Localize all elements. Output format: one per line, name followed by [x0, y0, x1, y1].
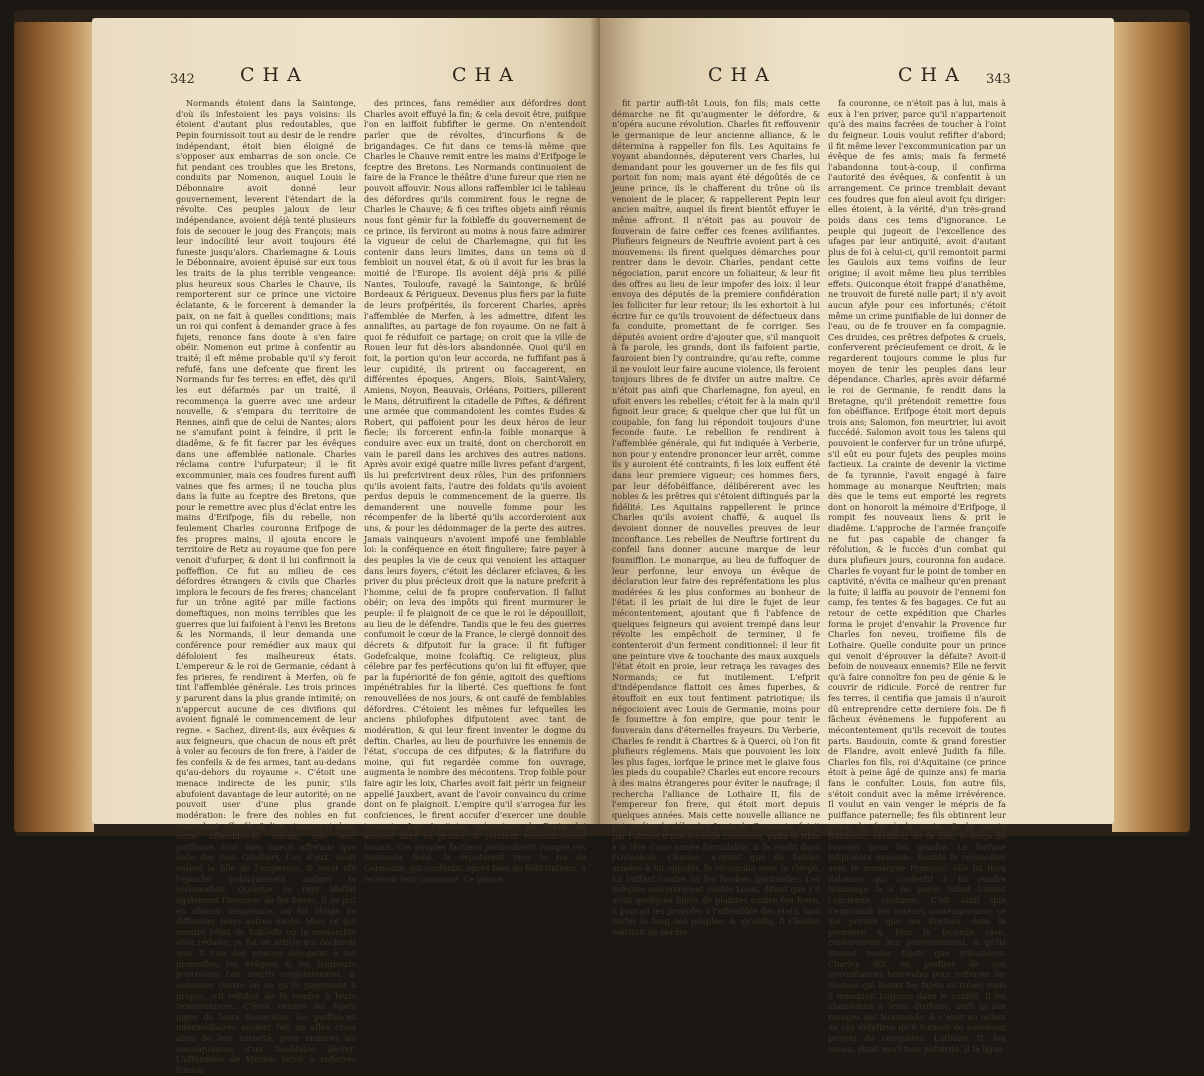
- text-column: [364, 98, 586, 884]
- right-page: [600, 18, 1114, 1054]
- running-head: CHA: [898, 64, 967, 86]
- book-edge-right: [1112, 22, 1190, 832]
- book-edge-left: [14, 22, 94, 832]
- running-head: CHA: [240, 64, 309, 86]
- right-page-header: [600, 62, 1114, 92]
- text-column: [612, 98, 820, 937]
- text-column: [828, 98, 1006, 1054]
- running-head: CHA: [708, 64, 777, 86]
- page-number: 343: [986, 72, 1011, 87]
- column-text: des princes, fans remédier aux défordres dont Charles avoit effuyé la fin; & cela devoit être, puifque l'on en laiffoit fubfifter le germe. On n'entendoit parler que de révoltes, d'incurfions & de brigandages. Ce fut dans ce tems-là même que Charles le Chauve remit entre les mains d'Erifpoge le fceptre des Bretons. Les Normands continuoient de faire de la France le théâtre d'une fureur que rien ne pouvoit affouvir. Nous allons raffembler ici le tableau des défordres qu'ils commirent fous le regne de Charles le Chauve; & fi ces triftes objets ainfi réunis nous font gémir fur la foibleffe du gouvernement de ce prince, ils ferviront au moins à nous faire admirer la vigueur de celui de Charlemagne, qui fut les contenir dans leurs limites, dans un tems où il fembloit un nouvel état, & où il avoit fur les bras la moitié de l'Europe. Ils avoient déjà pris & pillé Nantes, Touloufe, ravagé la Saintonge, & brûlé Bordeaux & Périgueux. Devenus plus fiers par la fuite de leurs profpérités, ils forcerent Charles, après l'affemblée de Merfen, à les admettre, difent les annaliftes, au partage de fon royaume. On ne fait à quoi fe réduifoit ce partage; on croit que la ville de Rouen leur fut dès-lors abandonnée. Quoi qu'il en foit, la portion qu'on leur accorda, ne fuffifant pas à leur cupidité, ils prirent ou faccagerent, en différentes époques, Angers, Blois, Saint-Valery, Amiens, Noyon, Beauvais, Orléans, Poitiers, pillerent le Mans, détruifirent la citadelle de Piftes, & défirent une armée que commandoient les comtes Eudes & Robert, qui paffoient pour les deux héros de leur fiecle; ils forcerent enfin-la foible monarque à conduire avec eux un traité, dont on cherchoroit en vain le pareil dans les archives des autres nations. Après avoir exigé quatre mille livres pefant d'argent, ils lui prefcrivirent deux rôles, l'un des prifonniers qu'ils avoient faits, l'autre des foldats qu'ils avoient perdus depuis le commencement de la guerre. Ils demanderent une nouvelle fomme pour les récompenfer de la liberté qu'ils accorderoient aux uns, & pour les dédommager de la perte des autres. Jamais vainqueurs n'avoient impofé une femblable loi: la conféquence en étoit finguliere; faire payer à des peuples la vie de ceux qui venoient les attaquer dans leurs foyers, c'étoit les déclarer efclaves, & les priver du plus précieux droit que la nature prefcrit à l'homme, celui de fa propre confervation. Il fallut obéir; on leva des impôts qui firent murmurer le peuple: il fe plaignoit de ce que le roi le dépouilloit, au lieu de le défendre. Tandis que le feu des guerres confumoit le cœur de la France, le clergé donnoit des décrets & difputoit fur la grace: il fit fuftiger Godefcalque, moine fcolaftiq. Ce religieux, plus célebre par fes perfécutions qu'on lui fit effuyer, que par la fupériorité de fon génie, agitoit des queftions impénétrables fur la liberté. Ces queftions fe font renouvellées de nos jours, & ont caufé de femblables défordres. C'étoient les mêmes fur lefquelles les anciens philofophes difputoient avec tant de modération, & qui leur firent inventer le dogme du deftin. Charles, au lieu de pourfuivre les ennemis de l'état, s'occupa de ces difputes; & la flatrifure du moine, qui fut regardée comme fon ouvrage, augmenta le nombre des mécontens. Trop foible pour faire agir les loix, Charles avoit fait périr un feigneur appellé Jauxbert, avant de l'avoir convaincu du crime dont on fe plaignoit. L'empire qu'il s'arrogea fur les confciences, le firent accufer d'exercer une double tyrannie. Les Aquitains mécontens de Pepin, lui avoient livré ce prince, & rétoient volontairement foumis. Ces peuples factieux prétendirent rompre ces nouveaux liens, & députerent vers le roi de Germanie, qui confentit, après bien de follicitations, à recevoir leur couronne. Ce prince: [364, 98, 586, 884]
- column-text: Normands étoient dans la Saintonge, d'où ils infestoient les pays voisins: ils étoient d'autant plus redoutables, que Pepin fournissoit tout au desir de le rendre indépendant, étoit bien éloigné de s'opposer aux embarras de son oncle. Ce fut pendant ces troubles que les Bretons, conduits par Nomenon, auquel Louis le Débonnaire avoit donné leur gouvernement, leverent l'étendart de la révolte. Ces peuples jaloux de leur indépendance, avoient déjà tenté plusieurs fois de secouer le joug des François; mais leur indocilité leur avoit toujours été funeste jusqu'alors. Charlemagne & Louis le Débonnaire, avoient épuisé sur eux tous les traits de la plus terrible vengeance: plus heureux sous Charles le Chauve, ils remporterent sur ce prince une victoire éclatante, & le forcerent à demander la paix, on ne fait à quelles conditions; mais un roi qui confent à demander grace à fes fujets, renonce fans doute à s'en faire obéir. Nomenon eut prime à confentir au traité; il eft même probable qu'il s'y feroit refufé, fans une defcente que firent les Normands fur fes terres: en effet, dès qu'il les eut défarmés par un traité, il recommença la guerre avec une ardeur nouvelle, & s'empara du territoire de Rennes, ainfi que de celui de Nantes; alors ne s'amufant point à feindre, il prit le diadême, & fe fit facrer par les évêques dans une affemblée nationale. Charles réclama contre l'ufurpateur; il le fit excommunier, mais ces foudres furent auffi vaines que fes armes; il ne toucha plus dans la fuite au fceptre des Bretons, que pour le remettre avec plus d'éclat entre les mains d'Erifpoge, fils du rebelle, non feulement Charles couronna Erifpoge de fes propres mains, il ajouta encore le territoire de Retz au royaume que fon pere venoit d'ufurper, & dont il lui confirmoit la poffeffion. Ce fut au milieu de ces défordres étrangers & civils que Charles implora le fecours de fes freres; chancelant fur un trône agité par mille factions domeftiques, non moins terribles que les guerres que lui faifoient à l'envi les Bretons & les Normands, il leur demanda une conférence pour remédier aux maux qui défoloient fes malheureux états. L'empereur & le roi de Germanie, cédant à fes prieres, fe rendirent à Merfen, où fe tint l'affemblée générale. Les trois princes y parurent dans la plus grande intimité; on n'appercut aucune de ces divifions qui avoient fignalé le commencement de leur regne. « Sachez, dirent-ils, aux évêques & aux feigneurs, que chacun de nous eft prêt à voler au fecours de fon frere, à l'aider de fes confeils & de fes armes, tant au-dedans qu'au-dehors du royaume ». C'étoit une menace indirecte de les punir, s'ils abufoient davantage de leur autorité; on ne pouvoit user d'une plus grande modération: le frere des nobles en fut cependant offenfé; & l'on s'appercut dans cette affemblée-là même, que leur puiffance étoit bien mieux affermie que celle des rois. Gilalbert, l'un d'eux, avoit enlevé la fille de l'empereur, & avoit ofé l'époufer publiquement malgré fa réclamation. Quoique ce rapt bleffât également l'honneur de fes freres, il ne put en obtenir vengeance; on fut obligé de diffimuler leurs autres excès. Mais ce qui montre l'état de foibleffe où la monarchie étoit réduite, ce fut un article qui déclaroit que, fi l'un des princes dérogeoit à fes promeffes, les évêques & les feigneurs pourroient l'en avertir conjointement, & ordonner contre lui ce qu'ils jugeroient à propos, s'il refufoit de fe rendre à leurs remontrances. C'étoit rendre les fujets juges de leurs fouverains: les puiffances intermédiaires avoient fait un affez cruel abus de leur autorité, pour montrer les conséquences d'un femblable décret. L'affemblée de Merfen fervit à refferrer l'union: [176, 98, 357, 1075]
- text-column: [176, 98, 357, 1075]
- page-number: 342: [170, 72, 195, 87]
- running-head: CHA: [452, 64, 521, 86]
- left-page-header: [92, 62, 602, 92]
- column-text: fa couronne, ce n'étoit pas à lui, mais à eux à l'en priver, parce qu'il n'appartenoit qu'à des mains facrées de toucher à l'oint du feigneur. Louis voulut refifter d'abord; il fit même lever l'excommunication par un évêque de fes amis; mais fa fermeté l'abandonna tout-à-coup, il confirma l'autorité des évêques, & confentit à un arrangement. Ce prince tremblait devant ces foudres que fon aïeul avoit fçu diriger: elles étoient, à la vérité, d'un très-grand poids dans ces tems d'ignorance. Le peuple qui jugeoit de l'excellence des ufages par leur antiquité, avoit d'autant plus de foi à celui-ci, qu'il remontoit parmi les Gaulois aux tems voifins de leur origine; il avoit même lieu plus terribles effets. Quiconque étoit frappé d'anathême, ne trouvoit de fureté nulle part; il n'y avoit aucun afyle pour ces infortunés; c'étoit même un crime punifiable de lui donner de l'eau, ou de fe trouver en fa compagnie. Ces druides, ces prêtres defpotes & cruels, conferverent précieufement ce droit, & le regarderent toujours comme le plus fur moyen de tenir les peuples dans leur dépendance. Charles, après avoir défarmé le roi de Germanie, fe rendit dans la Bretagne, qu'il prétendoit remettre fous fon obéiffance. Erifpoge étoit mort depuis trois ans; Salomon, fon meurtrier, lui avoit fuccédé. Salomon avoit tous les talens qui pouvoient le conferver fur un trône ufurpé, s'il eût eu pour fujets des peuples moins factieux. La crainte de devenir la victime de fa tyrannie, l'avoit engagé à faire hommage au monarque Neuftrien; mais dès que le tems eut emporté les regrets dont on honoroit la mémoire d'Erifpoge, il rompit fes nouveaux liens & prit le diadême. L'approche de l'armée françoife ne fut pas capable de changer fa réfolution, & le fuccès d'un combat qui dura plufieurs jours, couronna fon audace. Charles fe voyant fur le point de tomber en captivité, n'évita ce malheur qu'en prenant la fuite; il laiffa au pouvoir de l'ennemi fon camp, fes tentes & fes bagages. Ce fut au retour de cette expédition que Charles forma le projet d'envahir la Provence fur Charles fon neveu, troifieme fils de Lothaire. Quelle conduite pour un prince qui venoit d'éprouver la défaite? Avoit-il befoin de nouveaux ennemis? Elle ne fervit qu'à faire connoître fon peu de génie & le couvrir de ridicule. Forcé de rentrer fur fes terres, il centifia que jamais il n'auroit dû entreprendre cette derniere fois. De fi fâcheux événemens le fuppoferent au mécontentement qu'ils recevoit de toutes parts. Baudouin, comte & grand forestier de Flandre, avoit enlevé Judith fa fille. Charles fon fils, roi d'Aquitaine (ce prince étoit à peine âgé de quinze ans) fe maria fans le confulter. Louis, fon autre fils, s'étoit conduit avec la même irrévérence. Il voulut en vain venger le mépris de fa puiffance paternelle; fes fils obtinrent leur grace le fer à la main; & le comte Baudouin, raviffeur de fa fille, le força de l'avouer pour fon gendre. La fortune jufqu'alors ennemie, fembla fe réconcilier avec le monarque François: elle lui livra Salomon qui confentit à lui rendre hommage & à lui payer tribut fuivant l'ancienne coutume. C'eft ainfi que s'exprimoit les auteurs contemporains; ce qui prouve que les Bretons, dans la premiere & fous la feconde race, conferverent leur gouvernement, & qu'ils étoient moins fujets que tributaires. Charles dût en profiter de ces circonftances heureufes pour refferrer les chaînes qui lioient fes fujets au trône; mais il manquoit toujours dans le confeil. Il les abandonna à leurs divifions, ainfi qu'aux ravages des Normands; & c'étoit au milieu de ces défaftres qu'il formoit de nouveaux projets de conquêtes. Lothaire II, fon neveu, étant mort fans poftérité, il fe ligua: [828, 98, 1006, 1054]
- column-text: fit partir auffi-tôt Louis, fon fils; mais cette démarche ne fit qu'augmenter le défordre, & n'opéra aucune révolution. Charles fit reffouvenir le germanique de leur ancienne alliance, & le détermina à rappeller fon fils. Les Aquitains fe voyant abandonnés, députerent vers Charles, lui demandant pour les gouverner un de fes fils qui portoit fon nom; mais ayant été dégoûtés de ce jeune prince, ils le chafferent du trône où ils venoient de le placer, & rappellerent Pepin leur ancien maître, auquel ils firent bientôt effuyer le même affront. Il n'étoit pas au pouvoir de fouverain de faire ceffer ces fcenes avilifiantes. Plufieurs feigneurs de Neuftrie avoient part à ces mouvemens: ils firent quelques démarches pour rentrer dans le devoir. Charles, pendant cette négociation, parut encore un foliaiteur, & leur fit des offres au lieu de leur impofer des loix: il leur envoya des députés de la premiere confidération les folliciter fur leur retour; ils les exhortoit à lui écrire fur ce qu'ils trouvoient de défectueux dans fa conduite, promettant de fe corriger. Ses députés avoient ordre d'ajouter que, s'il manquoit à fa parole, les grands, dont ils faifoient partie, fauroient bien l'y contraindre, qu'au refte, comme il ne vouloit leur faire aucune violence, ils feroient toujours libres de fe divifer un autre maître. Ce n'étoit pas ainfi que Charlemagne, fon ayeul, en ufoit envers les rebelles; c'étoit fer à la main qu'il fignoit leur grace; & quelque cher que lui fût un coupable, fon fang lui répondoit toujours d'une feconde faute. Le rebellion fe rendirent à l'affemblée générale, qui fut indiquée à Verberie, non pour y entendre prononcer leur arrêt, comme ils y auroient été contraints, fi les loix euffent été dans leur premiere vigueur; ces hommes fiers, par leur défobéiffance, délibérerent avec les nobles & les prêtres qui s'étoient diftingués par la fidélité. Les Aquitains rappellerent le prince Charles qu'ils avoient chaffé, & auquel ils devoient donner de nouvelles preuves de leur inconftance. Les rebelles de Neuftrie fortirent du confeil fans donner aucune marque de leur foumiffion. Le monarque, au lieu de fuffoquer de leur perfonne, leur envoya un évêque de déclaration leur faire des repréfentations les plus modérées & les plus conformes au bonheur de l'état: il les priait de lui dire le fujet de leur mécontentement, ajoutant que fi l'abfence de quelques feigneurs qui avoient trempé dans leur révolte les empêchoit de terminer, il fe contenteroit d'un ferment conditionnel: il leur fit une peinture vive & touchante des maux auxquels l'état étoit en proie, leur retraça les ravages des Normands; ce fut inutilement. L'efprit d'indépendance flattoit ces âmes fuperbes, & étouffoit en eux tout fentiment patriotique; ils négocioient avec Louis de Germanie, moins pour fe foumettre à fon empire, que pour tenir le fouverain dans d'éternelles frayeurs. Du Verberie, Charles fe rendit à Chartres & à Querci, où l'on fit plufieurs réglemens. Mais que pouvoient les loix les plus fages, lorfque le prince met le glaive fous les pieds du coupable? Charles eut encore recours à des mains étrangeres pour éviter le naufrage; il rechercha l'alliance de Lothaire II, fils de l'empereur fon frere, qui étoit mort depuis quelques années. Mais cette nouvelle alliance ne put arrêter le déluaden Louis de Germanie, fuivit par l'attrait d'une feconde couronne, paffa le Rhin à la tête d'une armée formidable, & fe rendit dans l'Orléanois. Charles, n'ayant que de foibles armées à lui oppofer, fe réconcilia avec le clergé, lui laiffant contre lui fes foudres fpirituelles. Les évêques murmurerent contre Louis, difant que s'il avoit quelques fujets de plaintes contre fon frere, il pouvoit les propofer à l'affemblée des états, fans verfer le fang des peuples; & qu'enfin, fi Charles méritoit de perdre: [612, 98, 820, 937]
- left-page: [92, 18, 602, 1075]
